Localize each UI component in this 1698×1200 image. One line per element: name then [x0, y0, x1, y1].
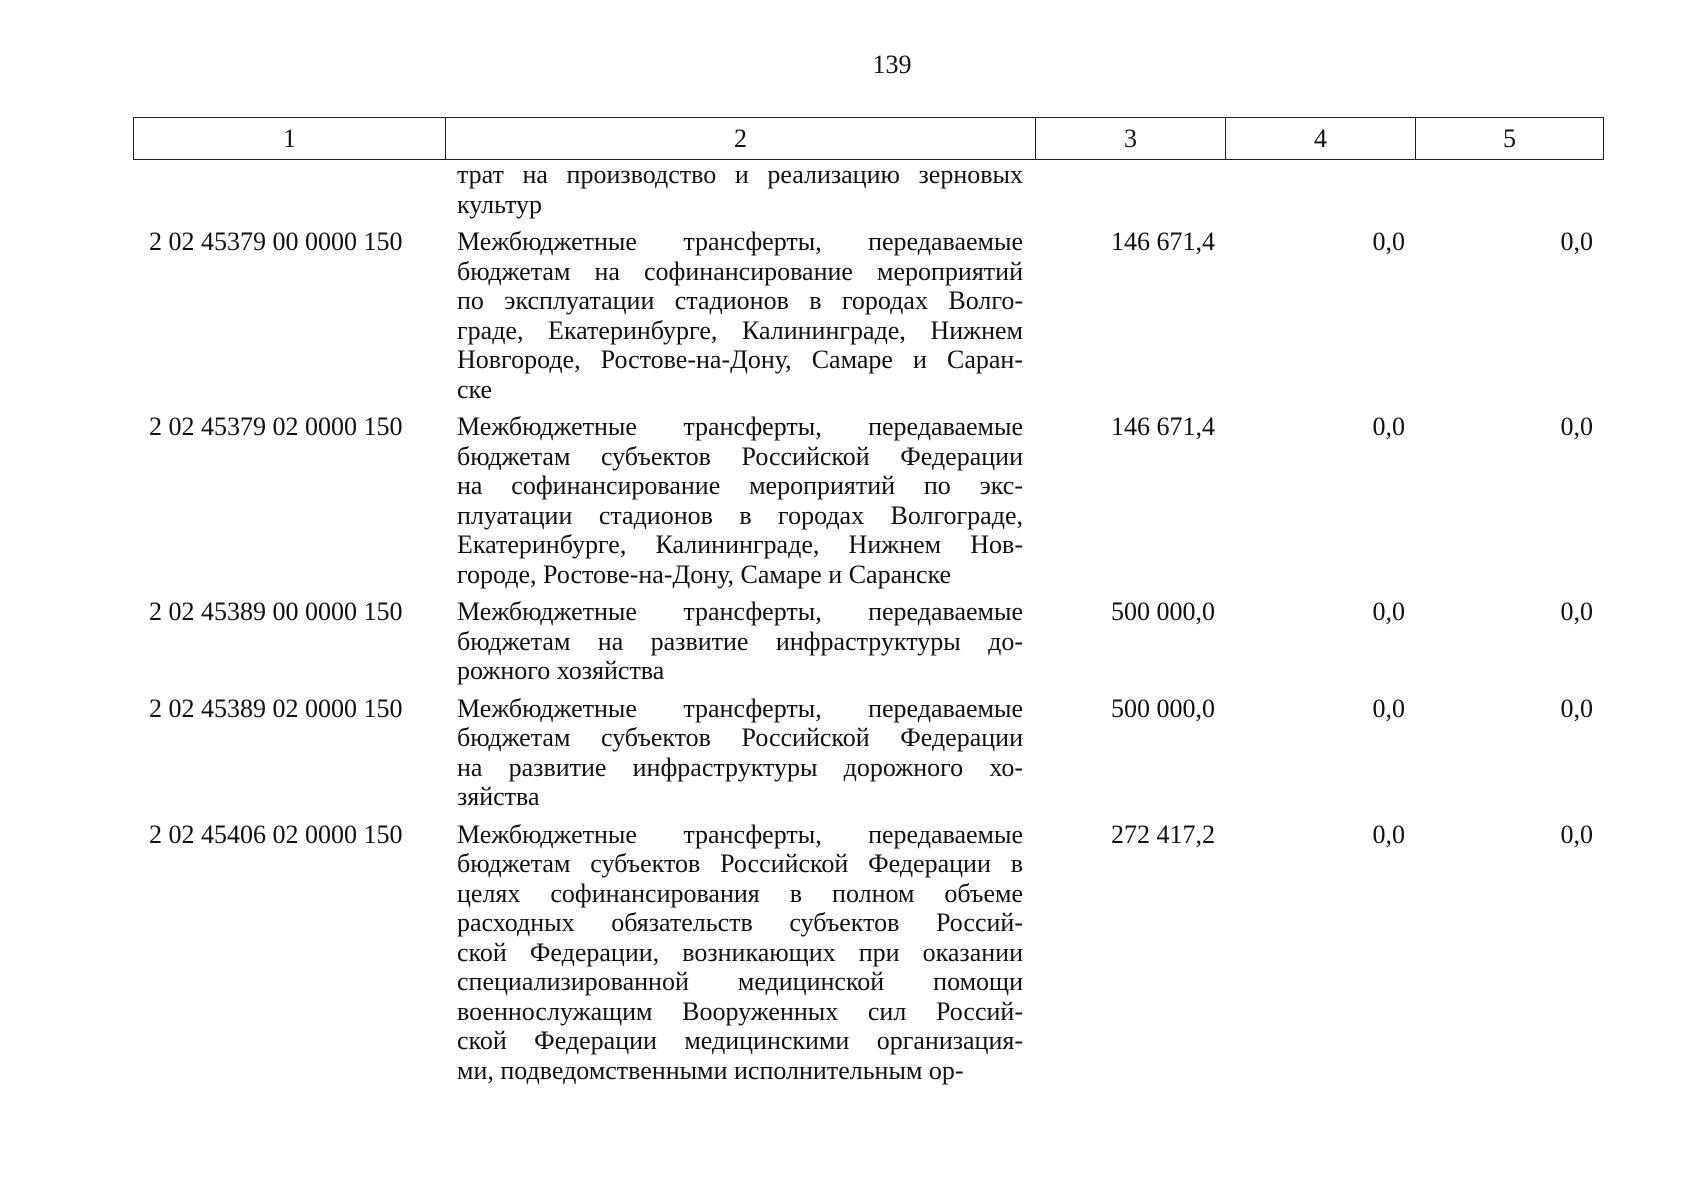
amount-col-4: 0,0 [1372, 227, 1405, 256]
revenue-name [445, 412, 1035, 589]
revenue-name-line: городе, Ростове-на-Дону, Самаре и Саранске [457, 559, 952, 589]
revenue-name-line: специализированной медицинской помощи [457, 967, 1023, 996]
table-row [133, 694, 1603, 812]
amount-col-3 [1035, 160, 1225, 219]
amount-col-4: 0,0 [1372, 597, 1405, 626]
amount-col-3: 146 671,4 [1111, 227, 1215, 256]
revenue-name-line: плуатации стадионов в городах Волгограде, [457, 500, 1023, 530]
revenue-name-line: ске [457, 374, 493, 404]
revenue-name-line: ми, подведомственными исполнительным ор- [457, 1055, 964, 1085]
revenue-name-line: Межбюджетные трансферты, передаваемые [457, 412, 1023, 441]
table-row [133, 160, 1603, 219]
amount-col-4: 0,0 [1372, 819, 1405, 849]
budget-code: 2 02 45389 00 0000 150 [149, 597, 403, 626]
revenue-name-line: Новгороде, Ростове-на-Дону, Самаре и Саран- [457, 345, 1023, 374]
revenue-name-line: бюджетам субъектов Российской Федерации в [457, 849, 1023, 878]
revenue-name-line: на софинансирование мероприятий по экс- [457, 471, 1023, 500]
revenue-name-line: культур [457, 189, 542, 219]
revenue-name-line: трат на производство и реализацию зерновых [457, 160, 1023, 189]
revenue-name-line: на развитие инфраструктуры дорожного хо- [457, 752, 1023, 782]
table-row [133, 227, 1603, 404]
revenue-name-line: бюджетам субъектов Российской Федерации [457, 723, 1023, 752]
revenue-name-line: граде, Екатеринбурге, Калининграде, Нижнем [457, 315, 1023, 345]
revenue-name-line: расходных обязательств субъектов Россий- [457, 908, 1023, 937]
table-header [133, 117, 1604, 160]
revenue-name-line: Межбюджетные трансферты, передаваемые [457, 227, 1023, 256]
revenue-name-line: бюджетам на развитие инфраструктуры до- [457, 626, 1023, 656]
page-number: 139 [872, 50, 912, 79]
header-col-5: 5 [1416, 118, 1604, 160]
budget-code: 2 02 45406 02 0000 150 [149, 819, 403, 849]
budget-code: 2 02 45379 00 0000 150 [149, 227, 403, 256]
table-row [133, 820, 1603, 1086]
amount-col-4: 0,0 [1372, 693, 1405, 723]
amount-col-5: 0,0 [1560, 412, 1593, 441]
revenue-name-line: по эксплуатации стадионов в городах Волго- [457, 286, 1023, 315]
revenue-name-line: ской Федерации, возникающих при оказании [457, 937, 1023, 967]
revenue-name-line: целях софинансирования в полном объеме [457, 878, 1023, 908]
amount-col-5: 0,0 [1560, 597, 1593, 626]
budget-code: 2 02 45379 02 0000 150 [149, 412, 403, 441]
revenue-name-line: Межбюджетные трансферты, передаваемые [457, 597, 1023, 626]
revenue-name [445, 820, 1035, 1086]
amount-col-3: 500 000,0 [1111, 693, 1215, 723]
header-col-3: 3 [1036, 118, 1226, 160]
header-col-2: 2 [446, 118, 1036, 160]
amount-col-5: 0,0 [1560, 227, 1593, 256]
revenue-name-line: зяйства [457, 782, 540, 811]
revenue-name-line: Межбюджетные трансферты, передаваемые [457, 819, 1023, 849]
header-col-1: 1 [134, 118, 446, 160]
table-body [133, 160, 1603, 1085]
revenue-name [445, 694, 1035, 812]
amount-col-4: 0,0 [1372, 412, 1405, 441]
budget-code [133, 160, 445, 219]
budget-code: 2 02 45389 02 0000 150 [149, 693, 403, 723]
amount-col-5 [1415, 160, 1603, 219]
table-row [133, 412, 1603, 589]
amount-col-5: 0,0 [1560, 819, 1593, 849]
revenue-name [445, 597, 1035, 686]
revenue-name [445, 160, 1035, 219]
revenue-name-line: военнослужащим Вооруженных сил Россий- [457, 996, 1023, 1026]
revenue-name-line: Екатеринбурге, Калининграде, Нижнем Нов- [457, 530, 1023, 559]
amount-col-3: 146 671,4 [1111, 412, 1215, 441]
revenue-name-line: бюджетам субъектов Российской Федерации [457, 441, 1023, 471]
revenue-name-line: ской Федерации медицинскими организация- [457, 1026, 1023, 1055]
revenue-name-line: Межбюджетные трансферты, передаваемые [457, 693, 1023, 723]
amount-col-4 [1225, 160, 1415, 219]
revenue-name [445, 227, 1035, 404]
amount-col-3: 500 000,0 [1111, 597, 1215, 626]
amount-col-3: 272 417,2 [1111, 819, 1215, 849]
revenue-name-line: рожного хозяйства [457, 656, 665, 685]
table-row [133, 597, 1603, 686]
revenue-name-line: бюджетам на софинансирование мероприятий [457, 256, 1023, 286]
header-col-4: 4 [1226, 118, 1416, 160]
amount-col-5: 0,0 [1560, 693, 1593, 723]
